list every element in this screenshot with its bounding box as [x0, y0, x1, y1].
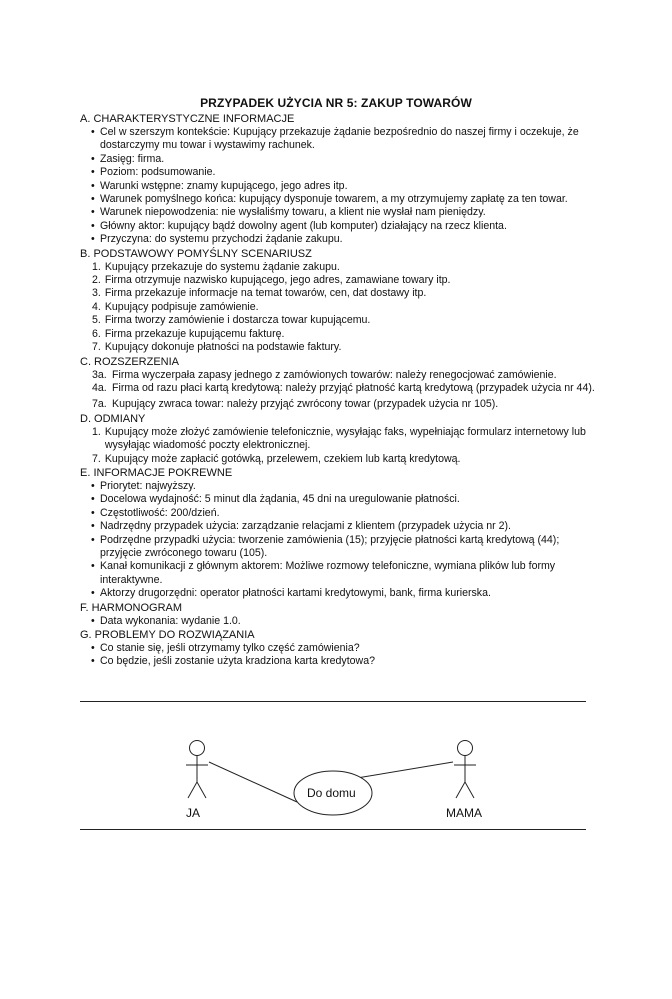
- numbered-list: [80, 261, 600, 355]
- bullet-list: [80, 642, 600, 669]
- item-number: 4.: [92, 300, 101, 313]
- item-text: Kupujący przekazuje do systemu żądanie zakupu.: [104, 260, 340, 273]
- item-text: Kupujący może zapłacić gotówką, przelewem, czekiem lub kartą kredytową.: [104, 452, 461, 465]
- actor-right-leg-right: [465, 782, 474, 798]
- numbered-list: [80, 426, 600, 466]
- list-item: • Data wykonania: wydanie 1.0.: [91, 615, 600, 628]
- list-item: • Co będzie, jeśli zostanie użyta kradziona karta kredytowa?: [91, 655, 600, 668]
- section-heading: E. INFORMACJE POKREWNE: [80, 466, 233, 479]
- list-item: • Docelowa wydajność: 5 minut dla żądania, 45 dni na uregulowanie płatności.: [91, 493, 600, 506]
- bullet-list: [80, 126, 600, 247]
- list-item: [92, 274, 600, 287]
- use-case-label: Do domu: [307, 786, 356, 800]
- section: [80, 412, 600, 466]
- item-text: Firma przekazuje kupującemu fakturę.: [104, 327, 285, 340]
- actor-right-head: [458, 741, 473, 756]
- list-item: • Poziom: podsumowanie.: [91, 166, 600, 179]
- numbered-list: [80, 369, 600, 412]
- section-heading: G. PROBLEMY DO ROZWIĄZANIA: [80, 629, 255, 641]
- section: [80, 112, 600, 247]
- item-number: 2.: [92, 274, 101, 287]
- list-item: • Warunek niepowodzenia: nie wysłaliśmy towaru, a klient nie wysłał nam pieniędzy.: [91, 206, 600, 219]
- item-text: Firma od razu płaci kartą kredytową: należy przyjąć płatność kartą kredytową (przypadek użycia nr 44).: [112, 381, 595, 394]
- list-item: • Nadrzędny przypadek użycia: zarządzanie relacjami z klientem (przypadek użycia nr 2).: [91, 520, 600, 533]
- actor-right-figure: [454, 741, 476, 799]
- item-number: 1.: [92, 425, 101, 438]
- diagram-canvas: [80, 702, 586, 830]
- association-left: [209, 762, 297, 802]
- bullet-list: [80, 480, 600, 601]
- list-item: [92, 328, 600, 341]
- list-item: [92, 314, 600, 327]
- item-text: Firma przekazuje informacje na temat towarów, cen, dat dostawy itp.: [104, 287, 427, 300]
- item-number: 3a.: [92, 368, 107, 381]
- list-item: [92, 287, 600, 300]
- list-item: [92, 382, 600, 395]
- item-text: Kupujący podpisuje zamówienie.: [104, 300, 259, 313]
- section: [80, 355, 600, 412]
- bullet-list: [80, 615, 600, 628]
- actor-left-head: [190, 741, 205, 756]
- list-item: • Cel w szerszym kontekście: Kupujący przekazuje żądanie bezpośrednio do naszej firmy i oczekuje, że dostarczymy mu towar i wystawimy rachunek.: [91, 126, 600, 153]
- section: [80, 247, 600, 355]
- actor-left-label: JA: [186, 806, 201, 820]
- list-item: [92, 426, 600, 453]
- list-item: • Aktorzy drugorzędni: operator płatności kartami kredytowymi, bank, firma kurierska.: [91, 587, 600, 600]
- actor-right-leg-left: [456, 782, 465, 798]
- actor-left-leg-right: [197, 782, 206, 798]
- list-item: • Warunki wstępne: znamy kupującego, jego adres itp.: [91, 180, 600, 193]
- item-number: 7a.: [92, 398, 107, 411]
- item-text: Kupujący zwraca towar: należy przyjąć zwrócony towar (przypadek użycia nr 105).: [112, 398, 499, 411]
- document-title: PRZYPADEK UŻYCIA NR 5: ZAKUP TOWARÓW: [200, 96, 472, 110]
- section: [80, 628, 600, 669]
- section-heading: C. ROZSZERZENIA: [80, 355, 180, 368]
- actor-left-leg-left: [188, 782, 197, 798]
- list-item: [92, 398, 600, 411]
- list-item: • Kanał komunikacji z głównym aktorem: Możliwe rozmowy telefoniczne, wymiana plików lub formy interaktywne.: [91, 560, 600, 587]
- association-right: [357, 762, 453, 778]
- section-heading: A. CHARAKTERYSTYCZNE INFORMACJE: [80, 113, 295, 125]
- section-heading: F. HARMONOGRAM: [80, 601, 183, 614]
- item-number: 5.: [92, 314, 101, 327]
- list-item: • Przyczyna: do systemu przychodzi żądanie zakupu.: [91, 233, 600, 246]
- list-item: [92, 453, 600, 466]
- bottom-divider: [80, 829, 586, 830]
- list-item: • Częstotliwość: 200/dzień.: [91, 507, 600, 520]
- list-item: [92, 369, 600, 382]
- actor-right-label: MAMA: [446, 806, 482, 820]
- list-item: [92, 261, 600, 274]
- item-text: Firma otrzymuje nazwisko kupującego, jego adres, zamawiane towary itp.: [104, 274, 451, 287]
- item-number: 1.: [92, 260, 101, 273]
- list-item: • Co stanie się, jeśli otrzymamy tylko część zamówienia?: [91, 642, 600, 655]
- item-text: Firma wyczerpała zapasy jednego z zamówionych towarów: należy renegocjować zamówienie.: [112, 368, 557, 381]
- list-item: • Warunek pomyślnego końca: kupujący dysponuje towarem, a my otrzymujemy zapłatę za ten towar.: [91, 193, 600, 206]
- item-number: 3.: [92, 287, 101, 300]
- section-heading: D. ODMIANY: [80, 412, 146, 425]
- actor-left-figure: [186, 741, 208, 799]
- section-heading: B. PODSTAWOWY POMYŚLNY SCENARIUSZ: [80, 247, 312, 260]
- section: [80, 466, 600, 601]
- item-text: Kupujący dokonuje płatności na podstawie faktury.: [104, 341, 342, 354]
- list-item: • Zasięg: firma.: [91, 153, 600, 166]
- list-item: • Podrzędne przypadki użycia: tworzenie zamówienia (15); przyjęcie płatności kartą kredytową (44); przyjęcie zwróconego towaru (105).: [91, 534, 600, 561]
- list-item: • Priorytet: najwyższy.: [91, 480, 600, 493]
- use-case-content: [80, 112, 600, 669]
- item-text: Kupujący może złożyć zamówienie telefonicznie, wysyłając faks, wypełniając formularz internetowy lub wysyłając wiadomość poczty elektronicznej.: [104, 425, 586, 452]
- item-number: 4a.: [92, 381, 107, 394]
- item-number: 6.: [92, 327, 101, 340]
- list-item: [92, 301, 600, 314]
- list-item: • Główny aktor: kupujący bądź dowolny agent (lub komputer) działający na rzecz klienta.: [91, 220, 600, 233]
- item-number: 7.: [92, 452, 101, 465]
- item-number: 7.: [92, 341, 101, 354]
- use-case-diagram: [80, 702, 586, 830]
- list-item: [92, 341, 600, 354]
- section: [80, 601, 600, 628]
- item-text: Firma tworzy zamówienie i dostarcza towar kupującemu.: [104, 314, 371, 327]
